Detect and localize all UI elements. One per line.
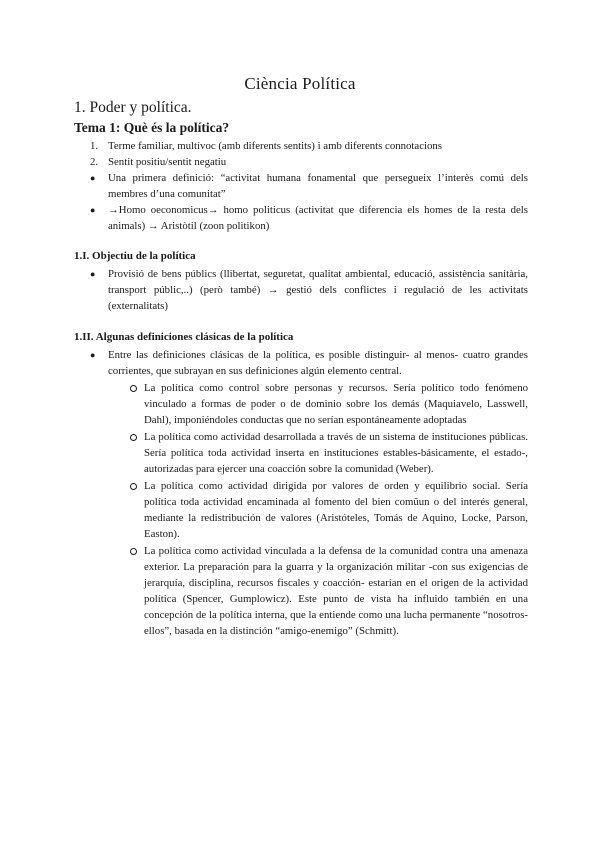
section-1-2-heading: 1.II. Algunas definiciones clásicas de la política: [74, 331, 294, 343]
list-item-text: Sentit positiu/sentit negatiu: [108, 156, 227, 168]
sub-list-item-text: La política como actividad desarrollada a través de un sistema de instituciones públicas. Sería política toda actividad inserta en instituciones estables-básicamente, el estado-, autorizadas para ejercer una coacción sobre la comunidad (Weber).: [144, 431, 528, 475]
sub-list-item: [74, 543, 528, 639]
bullet-icon: ●: [90, 269, 96, 279]
intro-list: [74, 138, 528, 234]
list-item: [74, 266, 528, 314]
list-item-text: Provisió de bens públics (llibertat, seguretat, qualitat ambiental, educació, assistència sanitària, transport públic,..) (però també) → gestió dels conflictes i regulació de les activitats (externalitats): [108, 268, 528, 312]
list-number: 1.: [90, 140, 99, 152]
section-heading: 1. Poder y política.: [74, 99, 192, 116]
bullet-icon: ●: [90, 173, 96, 183]
hollow-bullet-icon: [130, 385, 137, 392]
list-item-text: Entre las definiciones clásicas de la política, es posible distinguir- al menos- cuatro grandes corrientes, que subrayan en sus definiciones algún elemento central.: [108, 349, 528, 377]
sub-list-item: [74, 429, 528, 477]
hollow-bullet-icon: [130, 434, 137, 441]
list-item: [74, 202, 528, 234]
sub-list-item-text: La política como actividad vinculada a la defensa de la comunidad contra una amenaza exterior. La preparación para la guarra y la organización militar -con sus exigencias de jerarquía, disciplina, recursos fiscales y coacción- estarían en el origen de la actividad política (Spencer, Gumplowicz). Este punto de vista ha influido también en una concepción de la política interna, que la entiende como una lucha permanente “nosotros-ellos”, basada en la distinción “amigo-enemigo” (Schmitt).: [144, 545, 528, 637]
list-item-text: →Homo oeconomicus→ homo politicus (activitat que diferencia els homes de la resta dels animals) → Aristòtil (zoon politikon): [108, 204, 528, 232]
bullet-icon: ●: [90, 205, 96, 215]
hollow-bullet-icon: [130, 483, 137, 490]
list-item: [74, 154, 528, 170]
sub-list-item-text: La política como control sobre personas y recursos. Sería político todo fenómeno vinculado a formas de poder o de dominio sobre los demás (Maquiavelo, Lasswell, Dahl), imponiéndoles conductas que no serían espontáneamente adoptadas: [144, 382, 528, 426]
section-1-2-list: [74, 347, 528, 639]
tema-heading: Tema 1: Què és la política?: [74, 120, 230, 135]
section-1-1-list: [74, 266, 528, 314]
hollow-bullet-icon: [130, 548, 137, 555]
sub-list-item-text: La política como actividad dirigida por valores de orden y equilibrio social. Sería política toda actividad encaminada al fomento del bien comũun o del interés general, mediante la redistribución de valores (Aristóteles, Tomás de Aquino, Locke, Parson, Easton).: [144, 480, 528, 540]
section-1-1-heading: 1.I. Objectiu de la política: [74, 250, 196, 262]
document-title: Ciència Política: [244, 74, 356, 93]
sub-list-item: [74, 380, 528, 428]
list-item: [74, 347, 528, 379]
list-item-text: Una primera definició: “activitat humana fonamental que persegueix l’interès comú dels membres d’una comunitat”: [108, 172, 528, 200]
bullet-icon: ●: [90, 350, 96, 360]
list-number: 2.: [90, 156, 99, 168]
list-item: [74, 170, 528, 202]
list-item: [74, 138, 528, 154]
sub-list-item: [74, 478, 528, 542]
list-item-text: Terme familiar, multívoc (amb diferents sentits) i amb diferents connotacions: [108, 140, 443, 152]
